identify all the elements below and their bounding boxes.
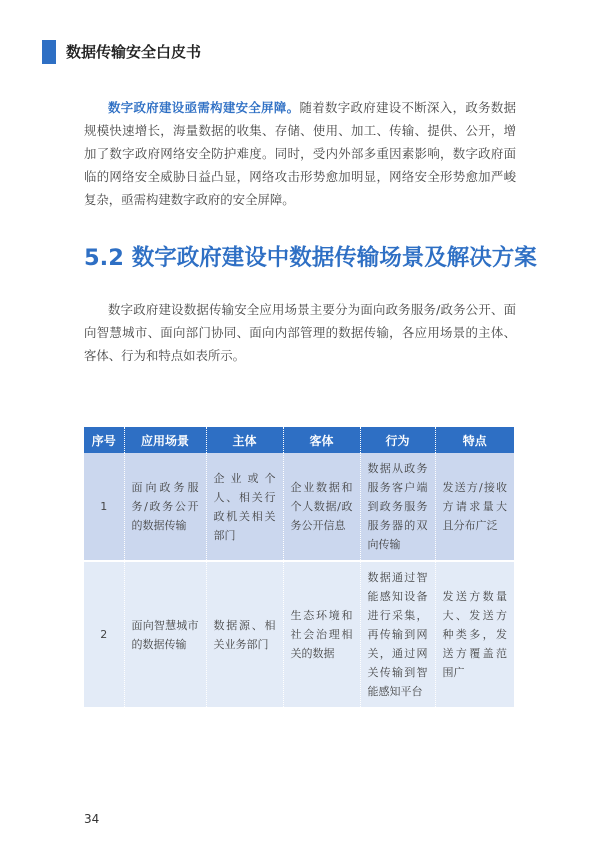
table-header-cell: 特点 <box>435 427 514 453</box>
table-cell: 数据通过智能感知设备进行采集，再传输到网关，通过网关传输到智能感知平台 <box>360 561 435 707</box>
table-header-cell: 主体 <box>206 427 283 453</box>
table-header-cell: 客体 <box>283 427 360 453</box>
table-cell: 面向智慧城市的数据传输 <box>124 561 206 707</box>
table-row <box>84 561 514 707</box>
intro-paragraph <box>84 96 516 211</box>
scenario-table <box>84 427 514 707</box>
table-cell: 2 <box>84 561 124 707</box>
table-cell: 发送方数量大、发送方种类多，发送方覆盖范围广 <box>435 561 514 707</box>
intro-lead: 数字政府建设亟需构建安全屏障。 <box>108 100 300 115</box>
table-cell: 发送方/接收方请求量大且分布广泛 <box>435 453 514 561</box>
table-header-cell: 行为 <box>360 427 435 453</box>
table-header-cell: 序号 <box>84 427 124 453</box>
section-heading: 5.2 数字政府建设中数据传输场景及解决方案 <box>84 245 537 271</box>
table-cell: 企业数据和个人数据/政务公开信息 <box>283 453 360 561</box>
table-cell: 数据源、相关业务部门 <box>206 561 283 707</box>
table-cell: 1 <box>84 453 124 561</box>
table-header-row <box>84 427 514 453</box>
table-cell: 数据从政务服务客户端到政务服务服务器的双向传输 <box>360 453 435 561</box>
intro-text: 随着数字政府建设不断深入，政务数据规模快速增长，海量数据的收集、存储、使用、加工、传输、提供、公开，增加了数字政府网络安全防护难度。同时，受内外部多重因素影响，数字政府面临的网络安全威胁日益凸显，网络攻击形势愈加明显，网络安全形势愈加严峻复杂，亟需构建数字政府的安全屏障。 <box>84 100 517 207</box>
page-number: 34 <box>84 812 100 826</box>
table-cell: 面向政务服务/政务公开的数据传输 <box>124 453 206 561</box>
body-paragraph: 数字政府建设数据传输安全应用场景主要分为面向政务服务/政务公开、面向智慧城市、面向部门协同、面向内部管理的数据传输，各应用场景的主体、客体、行为和特点如表所示。 <box>84 302 516 363</box>
table-header-cell: 应用场景 <box>124 427 206 453</box>
document-title: 数据传输安全白皮书 <box>66 43 202 61</box>
table-row <box>84 453 514 561</box>
header-accent-bar <box>42 40 56 64</box>
table-cell: 生态环境和社会治理相关的数据 <box>283 561 360 707</box>
table-cell: 企业或个人、相关行政机关相关部门 <box>206 453 283 561</box>
